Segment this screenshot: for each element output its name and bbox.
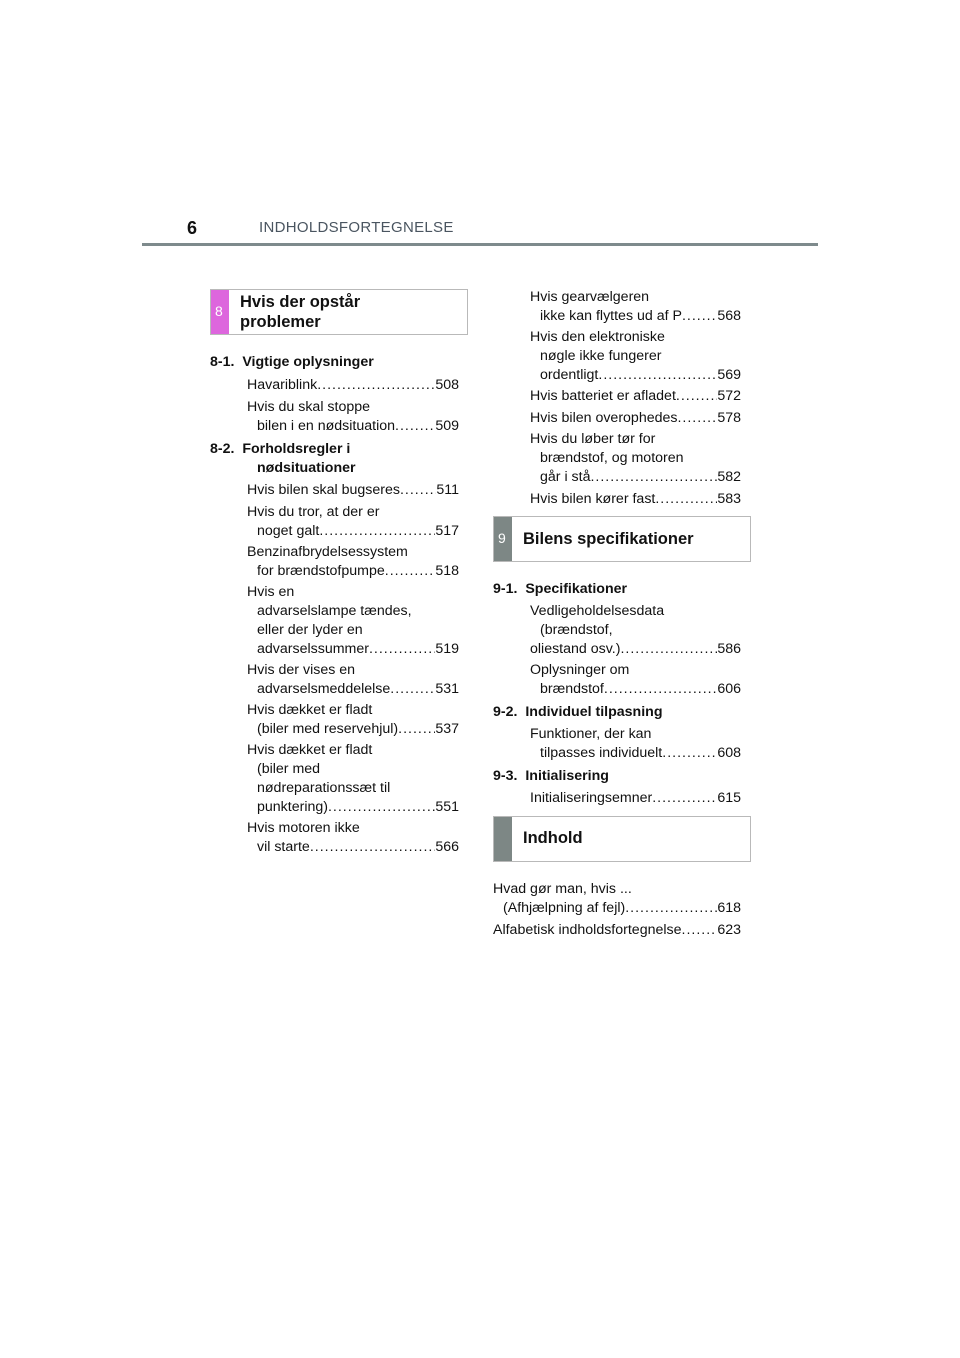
toc-entry-gaar-i-staa[interactable]: går i stå ..... 582 xyxy=(540,468,741,487)
section-9-header[interactable] xyxy=(493,516,751,562)
toc-entry-initialiseringsemner[interactable]: Initialiseringsemner ..... 615 xyxy=(530,789,741,808)
toc-entry-text: Hvis den elektroniske xyxy=(530,329,665,345)
toc-entry-text: eller der lyder en xyxy=(257,622,363,638)
toc-entry-text: nøgle ikke fungerer xyxy=(540,348,662,364)
page-header xyxy=(0,214,960,248)
toc-entry-text: Benzinafbrydelsessystem xyxy=(247,544,408,560)
index-title: Indhold xyxy=(523,829,583,847)
toc-entry-text: (brændstof, xyxy=(540,622,613,638)
toc-entry-text: Oplysninger om xyxy=(530,662,630,678)
page-number: 6 xyxy=(187,218,198,238)
toc-entry-punktering[interactable]: punktering) ..... 551 xyxy=(257,798,459,817)
toc-entry-bugseres[interactable]: Hvis bilen skal bugseres ..... 511 xyxy=(247,481,459,500)
toc-entry-text: brændstof, og motoren xyxy=(540,450,684,466)
toc-entry-text: Funktioner, der kan xyxy=(530,726,652,742)
section-8-header[interactable] xyxy=(210,289,468,335)
toc-entry-text: Hvis en xyxy=(247,584,295,600)
toc-entry-text: nødreparationssæt til xyxy=(257,780,391,796)
chapter-9-2[interactable]: 9-2. Individuel tilpasning xyxy=(493,704,663,720)
toc-entry-text: Hvad gør man, hvis ... xyxy=(493,881,632,897)
toc-entry-noegle[interactable]: ordentligt ..... 569 xyxy=(540,366,741,385)
header-title: INDHOLDSFORTEGNELSE xyxy=(259,219,454,236)
toc-entry-braendstof[interactable]: brændstof ..... 606 xyxy=(540,680,741,699)
toc-entry-oliestand[interactable]: oliestand osv.) ..... 586 xyxy=(530,640,741,659)
toc-entry-text: Hvis du løber tør for xyxy=(530,431,656,447)
toc-entry-text: advarselslampe tændes, xyxy=(257,603,412,619)
section-8-tab: 8 xyxy=(211,290,229,334)
chapter-8-2-title-cont: nødsituationer xyxy=(257,460,356,476)
section-9-tab: 9 xyxy=(494,517,512,561)
toc-entry-havariblink[interactable]: Havariblink ..... 508 xyxy=(247,376,459,395)
toc-entry-advarselsmeddelelse[interactable]: advarselsmeddelelse ..... 531 xyxy=(257,680,459,699)
section-9-title: Bilens specifikationer xyxy=(523,530,694,548)
toc-entry-reservehjul[interactable]: (biler med reservehjul) ..... 537 xyxy=(257,720,459,739)
header-divider xyxy=(142,243,818,246)
toc-entry-advarselssummer[interactable]: advarselssummer ..... 519 xyxy=(257,640,459,659)
toc-entry-vil-starte[interactable]: vil starte ..... 566 xyxy=(257,838,459,857)
toc-entry-koerer-fast[interactable]: Hvis bilen kører fast ..... 583 xyxy=(530,490,741,509)
toc-entry-batteriet[interactable]: Hvis batteriet er afladet ..... 572 xyxy=(530,387,741,406)
toc-entry-text: Hvis du tror, at der er xyxy=(247,504,380,520)
toc-entry-text: Hvis der vises en xyxy=(247,662,356,678)
chapter-8-1[interactable]: 8-1. Vigtige oplysninger xyxy=(210,354,374,370)
chapter-9-3[interactable]: 9-3. Initialisering xyxy=(493,768,609,784)
toc-entry-text: Vedligeholdelsesdata xyxy=(530,603,665,619)
toc-entry-text: (biler med xyxy=(257,761,321,777)
chapter-8-2[interactable]: 8-2. Forholdsregler i xyxy=(210,441,351,457)
section-8-title: Hvis der opstår problemer xyxy=(240,293,361,331)
toc-entry-overophedes[interactable]: Hvis bilen overophedes ..... 578 xyxy=(530,409,741,428)
toc-entry-text: Hvis dækket er fladt xyxy=(247,702,373,718)
toc-entry-text: Hvis gearvælgeren xyxy=(530,289,650,305)
toc-entry-individuelt[interactable]: tilpasses individuelt ..... 608 xyxy=(540,744,741,763)
toc-entry-text: Hvis motoren ikke xyxy=(247,820,360,836)
toc-entry-gearvaelgeren[interactable]: ikke kan flyttes ud af P ..... 568 xyxy=(540,307,741,326)
index-tab xyxy=(494,817,512,861)
index-section-header[interactable] xyxy=(493,816,751,862)
toc-entry-stoppe[interactable]: bilen i en nødsituation ..... 509 xyxy=(257,417,459,436)
chapter-9-1[interactable]: 9-1. Specifikationer xyxy=(493,581,628,597)
toc-entry-alfabetisk[interactable]: Alfabetisk indholdsfortegnelse ..... 623 xyxy=(493,921,741,940)
toc-entry-noget-galt[interactable]: noget galt ..... 517 xyxy=(257,522,459,541)
toc-entry-text: Hvis du skal stoppe xyxy=(247,399,371,415)
toc-entry-text: Hvis dækket er fladt xyxy=(247,742,373,758)
toc-entry-afhjaelpning[interactable]: (Afhjælpning af fejl) ..... 618 xyxy=(503,899,741,918)
toc-entry-brandstofpumpe[interactable]: for brændstofpumpe ..... 518 xyxy=(257,562,459,581)
